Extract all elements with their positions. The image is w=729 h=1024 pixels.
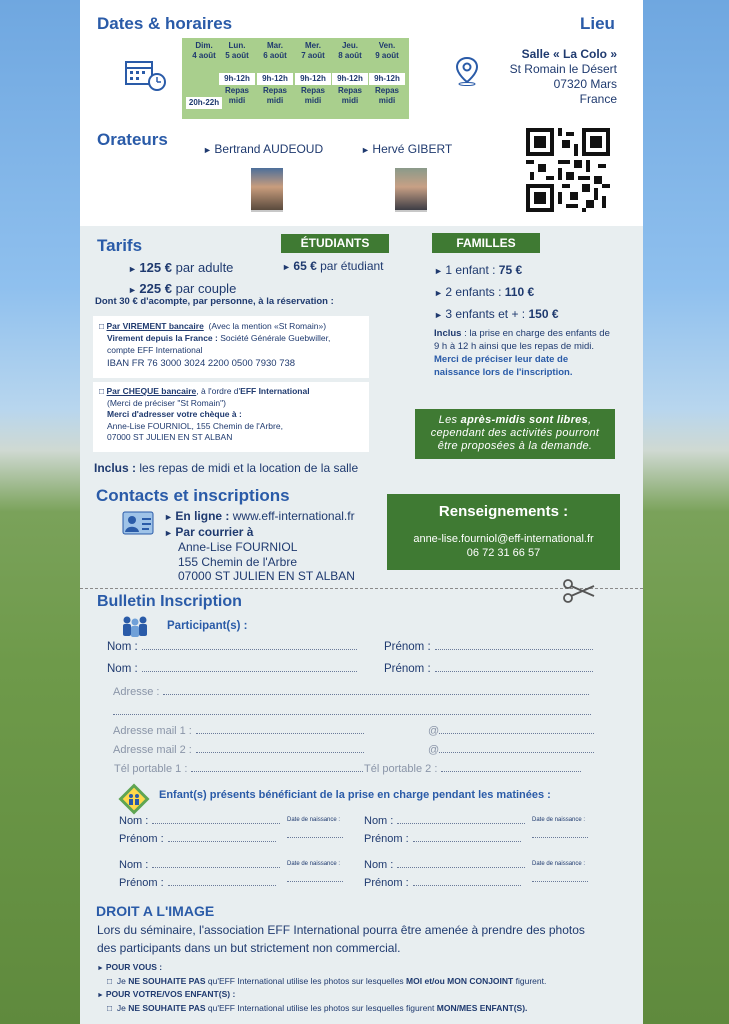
student-label: par étudiant [320,259,384,273]
at-sign: @ [428,744,440,756]
field-label: Prénom : [364,877,409,889]
virement-title: Par VIREMENT bancaire [106,321,204,331]
day-name: Jeu. [341,41,358,50]
adult-price: 125 € [139,260,172,275]
morning-slot: 9h-12h [332,73,368,85]
child-nom-1[interactable] [364,815,525,827]
lunch-slot: Repas midi [337,86,362,105]
field-label: Nom : [107,641,138,653]
schedule-day-4 [332,41,368,106]
birth-label: Date de naissance : [287,817,341,823]
couple-label: par couple [175,281,237,296]
dates-title: Dates & horaires [97,14,233,33]
students-heading: ÉTUDIANTS [281,234,389,253]
schedule-day-2 [257,41,293,106]
field-label: Prénom : [384,663,431,675]
student-price-line: ► 65 € par étudiant [282,259,384,273]
day-date: 6 août [263,51,287,60]
info-phone[interactable]: 06 72 31 66 57 [466,547,541,559]
vous-5: figurent. [513,976,547,986]
lieu-name: Salle « La Colo » [521,47,617,61]
mail-domain-1[interactable] [428,725,594,737]
virement-note: (Avec la mention «St Romain») [208,321,327,331]
day-date: 9 août [375,51,399,60]
day-date: 8 août [338,51,362,60]
online-label: En ligne : [175,509,230,523]
droit-text [97,921,585,957]
lieu-line2: 07320 Mars [553,77,617,91]
adresse-line-2[interactable] [113,714,591,715]
mail-domain-2[interactable] [428,744,594,756]
morning-slot: 9h-12h [295,73,331,85]
contact-card-icon [121,508,157,543]
child-prenom-0[interactable] [119,833,276,845]
day-name: Dim. [195,41,213,50]
free-afternoon-1: Les [438,414,461,426]
field-label: Prénom : [364,833,409,845]
info-email[interactable]: anne-lise.fourniol@eff-international.fr [413,533,594,545]
nom-field-1[interactable] [107,641,357,653]
lieu-line3: France [579,92,617,106]
enf-3: qu'EFF International utilise les photos sur lesquelles figurent [205,1003,437,1013]
fam2-price: 110 € [504,285,535,299]
qr-code[interactable] [526,128,610,217]
speaker-2-name: ► Hervé GIBERT [361,142,452,156]
lunch-slot: Repas midi [262,86,287,105]
bulletin-section [80,588,643,1024]
speaker-1-name: ► Bertrand AUDEOUD [203,142,323,156]
field-label: Nom : [119,859,149,871]
vous-1: Je [116,976,129,986]
droit-text2: des participants dans un but strictement non commercial. [97,941,401,955]
field-label: Nom : [107,663,138,675]
lunch-slot: Repas midi [374,86,399,105]
fam3-price: 150 € [528,307,559,321]
schedule-day-0 [186,41,222,109]
calendar-icon [124,58,168,99]
child-nom-3[interactable] [364,859,525,871]
child-prenom-2[interactable] [119,877,276,889]
birth-label: Date de naissance : [532,817,586,823]
vous-option[interactable]: □ Je NE SOUHAITE PAS qu'EFF International utilise les photos sur lesquelles MOI et/ou MON CONJOINT figurent. [107,976,547,986]
cheque-payee: EFF International [240,386,310,396]
families-heading: FAMILLES [432,233,540,253]
tel2-field[interactable] [364,763,581,775]
field-label: Tél portable 2 : [364,763,438,775]
cheque-send: Merci d'adresser votre chèque à : [107,409,242,419]
field-label: Tél portable 1 : [114,763,188,775]
field-label: Prénom : [119,833,164,845]
cheque-title: Par CHEQUE bancaire [106,386,197,396]
virement-france: Virement depuis la France : [107,333,218,343]
mail1-field[interactable] [113,725,364,737]
speaker-2-photo [395,168,427,212]
contact-details: ► En ligne : www.eff-international.fr ► Par courrier à Anne-Lise FOURNIOL 155 Chemin de l'Arbre 07000 ST JULIEN EN ST ALBAN [164,509,355,583]
speaker-1-photo [251,168,283,212]
child-birth-0[interactable] [287,817,343,838]
fam1-price: 75 € [498,263,523,277]
lieu-line1: St Romain le Désert [509,62,617,76]
inclus-salle [94,461,358,475]
adult-label: par adulte [175,260,234,275]
tel1-field[interactable] [114,763,363,775]
tarifs-title: Tarifs [97,236,143,255]
student-price: 65 € [293,259,317,273]
children-icon [118,783,150,820]
vous-4: MOI et/ou MON CONJOINT [406,976,514,986]
renseignements-box [387,494,620,570]
schedule-day-3 [295,41,331,106]
contacts-title: Contacts et inscriptions [96,486,290,505]
lieu-address [510,47,617,107]
pour-enfants: POUR VOTRE/VOS ENFANT(S) : [105,989,236,999]
child-nom-2[interactable] [119,859,280,871]
child-birth-1[interactable] [532,817,588,838]
free-afternoons-box [415,409,615,459]
vous-3: qu'EFF International utilise les photos sur lesquelles [205,976,407,986]
droit-title: DROIT A L'IMAGE [96,903,215,919]
virement-bank: Société Générale Guebwiller, [217,333,331,343]
free-afternoon-2: , [587,414,592,426]
cheque-box: □ Par CHEQUE bancaire, à l'ordre d'EFF International (Merci de préciser "St Romain") Merci d'adresser votre chèque à : Anne-Lise FOURNIOL, 155 Chemin de l'Arbre, 07000 ST JULIEN EN ST ALBAN [93,382,369,452]
adult-prices: ► 125 € par adulte ► 225 € par couple [128,260,237,296]
families-inclus-text: : la prise en charge des enfants de 9 h à 12 h ainsi que les repas de midi. [434,328,610,352]
nom-field-2[interactable] [107,663,357,675]
inclus2-text: les repas de midi et la location de la salle [136,461,359,475]
online-url[interactable]: www.eff-international.fr [229,509,355,523]
info-title: Renseignements : [438,503,569,520]
virement-box: □ Par VIREMENT bancaire (Avec la mention «St Romain») Virement depuis la France : Société Générale Guebwiller, compte EFF International IBAN FR 76 3000 3024 2200 0500 7930 738 [93,316,369,378]
people-icon [118,614,152,643]
enfants-option[interactable]: □ Je NE SOUHAITE PAS qu'EFF International utilise les photos sur lesquelles figurent MON/MES ENFANT(S). [107,1003,528,1013]
child-prenom-1[interactable] [364,833,521,845]
field-label: Nom : [364,859,394,871]
day-date: 5 août [225,51,249,60]
mail-line2: 155 Chemin de l'Arbre [178,554,298,569]
prenom-field-2[interactable] [384,663,593,675]
cheque-line2: 07000 ST JULIEN EN ST ALBAN [107,432,233,442]
cut-line [80,588,643,589]
mail-label: Par courrier à [175,524,254,539]
families-inclus [434,327,614,379]
families-inclus-prefix: Inclus [434,328,462,339]
morning-slot: 9h-12h [219,73,255,85]
adresse-field[interactable] [113,686,589,698]
day-name: Ven. [378,41,396,50]
prenom-field-1[interactable] [384,641,593,653]
field-label: Nom : [364,815,394,827]
child-prenom-3[interactable] [364,877,521,889]
cheque-note: (Merci de préciser "St Romain") [107,397,226,408]
vous-2: NE SOUHAITE PAS [128,976,206,986]
schedule-day-5 [369,41,405,106]
day-name: Mar. [266,41,283,50]
birth-label: Date de naissance : [532,861,586,867]
cheque-line1: Anne-Lise FOURNIOL, 155 Chemin de l'Arbre, [107,420,283,431]
field-label: Adresse : [113,686,160,698]
day-date: 7 août [301,51,325,60]
pour-vous: POUR VOUS : [105,962,163,972]
field-label: Adresse mail 1 : [113,725,192,737]
field-label: Prénom : [384,641,431,653]
day-date: 4 août [192,51,216,60]
birth-label: Date de naissance : [287,861,341,867]
bulletin-title: Bulletin Inscription [97,593,242,610]
schedule-day-1 [219,41,255,106]
field-label: Nom : [119,815,149,827]
lunch-slot: Repas midi [224,86,249,105]
fam1-label: 1 enfant : [445,263,499,277]
location-pin-icon [454,56,480,91]
morning-slot: 9h-12h [257,73,293,85]
iban[interactable]: IBAN FR 76 3000 3024 2200 0500 7930 738 [107,358,296,369]
orateurs-title: Orateurs [97,130,168,149]
droit-options: ► POUR VOUS : □ Je NE SOUHAITE PAS qu'EFF International utilise les photos sur lesquelles MOI et/ou MON CONJOINT figurent. ► POUR VOTRE/VOS ENFANT(S) : □ Je NE SOUHAITE PAS qu'EFF International utilise les photos sur lesquelles figurent MON/MES ENFANT(S). [97,962,547,1013]
families-merci: Merci de préciser leur date de naissance lors de l'inscription. [434,354,573,378]
mail-line1: Anne-Lise FOURNIOL [178,540,298,554]
cheque-order: , à l'ordre d' [196,386,241,396]
mail2-field[interactable] [113,744,364,756]
free-afternoon-3: cependant des activités pourront [430,427,600,439]
mail-line3: 07000 ST JULIEN EN ST ALBAN [178,569,355,583]
field-label: Prénom : [119,877,164,889]
enf-4: MON/MES ENFANT(S). [436,1003,528,1013]
at-sign: @ [428,725,440,737]
children-label: Enfant(s) présents bénéficiant de la prise en charge pendant les matinées : [159,789,551,801]
child-birth-3[interactable] [532,861,588,882]
inclus2-prefix: Inclus : [94,461,137,475]
free-afternoon-4: être proposées à la demande. [437,440,593,452]
fam3-label: 3 enfants et + : [445,307,529,321]
virement-account: compte EFF International [107,345,203,355]
couple-price: 225 € [139,281,172,296]
child-birth-2[interactable] [287,861,343,882]
enf-2: NE SOUHAITE PAS [128,1003,206,1013]
participants-label: Participant(s) : [167,620,248,632]
acompte-note: Dont 30 € d'acompte, par personne, à la réservation : [95,296,334,307]
family-prices: ► 1 enfant : 75 € ► 2 enfants : 110 € ► 3 enfants et + : 150 € [434,263,559,321]
day-name: Mer. [304,41,321,50]
day-name: Lun. [228,41,246,50]
free-afternoon-bold: après-midis sont libres [460,414,588,426]
field-label: Adresse mail 2 : [113,744,192,756]
morning-slot: 9h-12h [369,73,405,85]
lunch-slot: Repas midi [300,86,325,105]
fam2-label: 2 enfants : [445,285,505,299]
enf-1: Je [116,1003,129,1013]
scissors-icon [562,578,596,609]
droit-text1: Lors du séminaire, l'association EFF International pourra être amenée à prendre des photos [97,923,585,937]
evening-slot: 20h-22h [186,97,222,109]
lieu-title: Lieu [580,14,615,33]
